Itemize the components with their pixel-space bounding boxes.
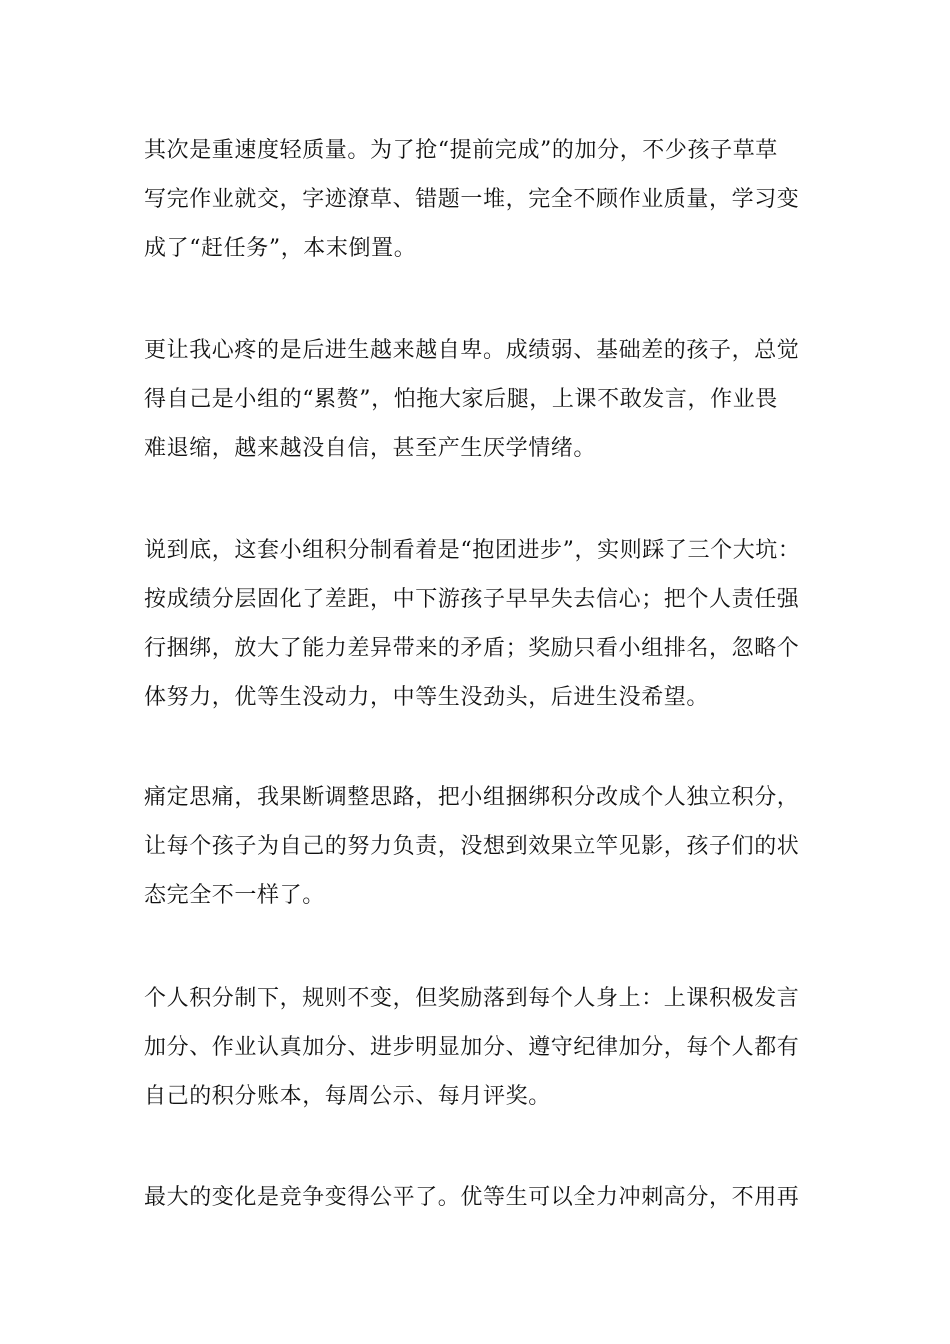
text-line: 写完作业就交，字迹潦草、错题一堆，完全不顾作业质量，学习变 <box>144 187 800 212</box>
text-line: 行捆绑，放大了能力差异带来的矛盾；奖励只看小组排名，忽略个 <box>144 636 800 661</box>
text-line: 加分、作业认真加分、进步明显加分、遵守纪律加分，每个人都有 <box>144 1035 800 1060</box>
text-line: 体努力，优等生没动力，中等生没劲头，后进生没希望。 <box>144 685 710 710</box>
text-line: 更让我心疼的是后进生越来越自卑。成绩弱、基础差的孩子，总觉 <box>144 338 800 363</box>
text-line: 最大的变化是竞争变得公平了。优等生可以全力冲刺高分，不用再 <box>144 1185 800 1210</box>
paragraph-individual-points <box>144 986 844 1133</box>
text-line: 自己的积分账本，每周公示、每月评奖。 <box>144 1084 551 1109</box>
text-line: 其次是重速度轻质量。为了抢“提前完成”的加分，不少孩子草草 <box>144 138 778 163</box>
text-line: 说到底，这套小组积分制看着是“抱团进步”，实则踩了三个大坑： <box>144 538 801 563</box>
paragraph-fair-competition <box>144 1185 844 1234</box>
text-line: 让每个孩子为自己的努力负责，没想到效果立竿见影，孩子们的状 <box>144 834 800 859</box>
text-line: 得自己是小组的“累赘”，怕拖大家后腿，上课不敢发言，作业畏 <box>144 387 778 412</box>
text-line: 难退缩，越来越没自信，甚至产生厌学情绪。 <box>144 436 597 461</box>
paragraph-adjustment <box>144 785 844 932</box>
text-line: 成了“赶任务”，本末倒置。 <box>144 236 417 261</box>
paragraph-three-pitfalls <box>144 538 844 734</box>
paragraph-struggling-students <box>144 338 844 485</box>
text-line: 痛定思痛，我果断调整思路，把小组捆绑积分改成个人独立积分， <box>144 785 800 810</box>
text-line: 个人积分制下，规则不变，但奖励落到每个人身上：上课积极发言 <box>144 986 800 1011</box>
text-line: 态完全不一样了。 <box>144 883 325 908</box>
text-line: 按成绩分层固化了差距，中下游孩子早早失去信心；把个人责任强 <box>144 587 800 612</box>
paragraph-speed-over-quality <box>144 138 844 285</box>
